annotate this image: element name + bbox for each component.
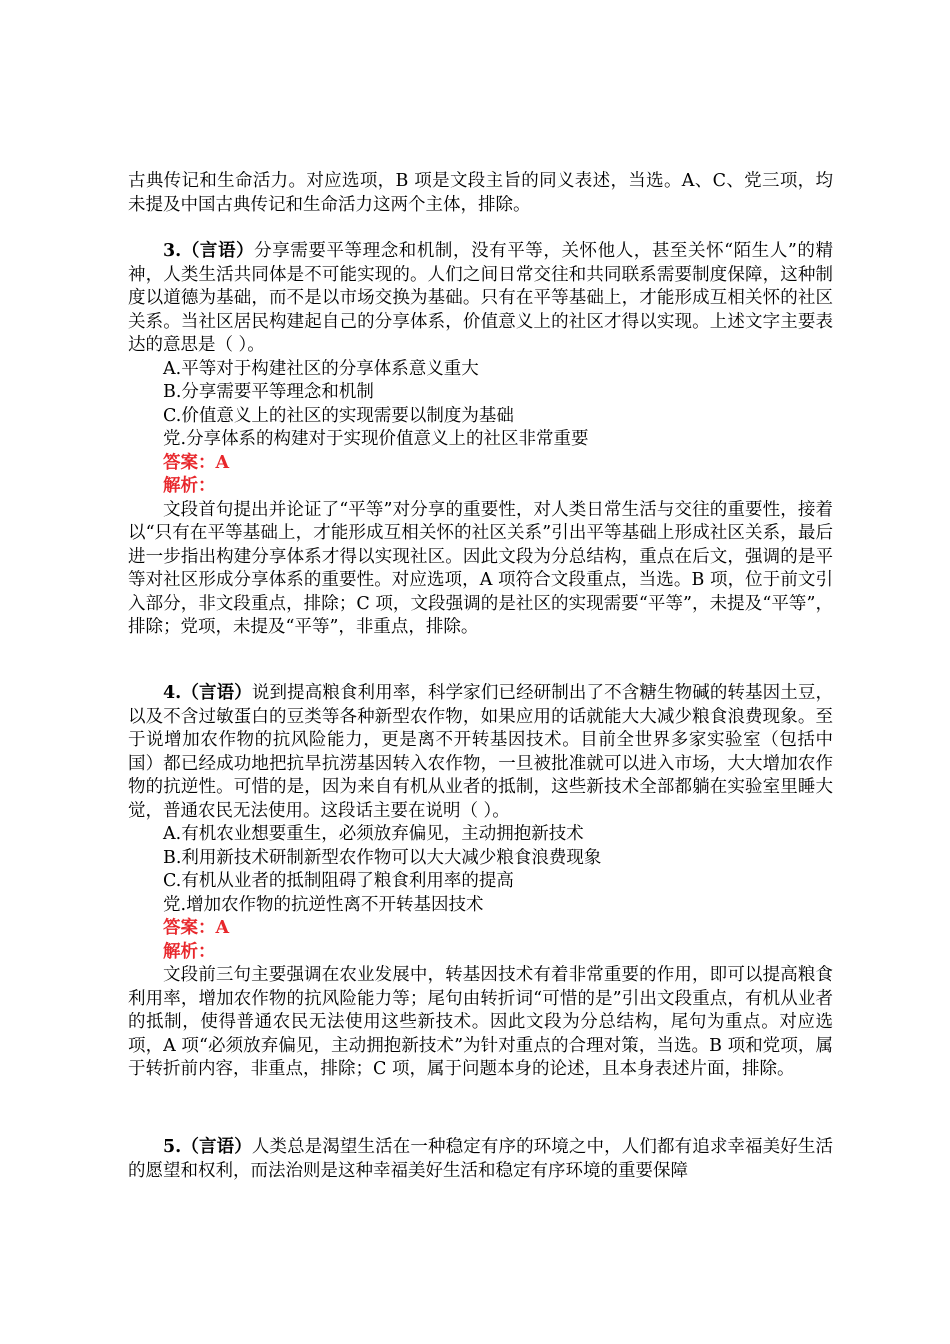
question-3 bbox=[128, 240, 833, 640]
question-tag: （言语） bbox=[181, 683, 252, 703]
question-stem bbox=[128, 1136, 833, 1183]
question-text: 人类总是渴望生活在一种稳定有序的环境之中，人们都有追求幸福美好生活的愿望和权利，而法治则是这种幸福美好生活和稳定有序环境的重要保障 bbox=[128, 1137, 834, 1181]
question-stem bbox=[128, 240, 833, 358]
option-a: A.平等对于构建社区的分享体系意义重大 bbox=[163, 358, 479, 379]
option-a: A.有机农业想要重生，必须放弃偏见，主动拥抱新技术 bbox=[163, 824, 584, 844]
question-text: 分享需要平等理念和机制，没有平等，关怀他人，甚至关怀“陌生人”的精神，人类生活共同体是不可能实现的。人们之间日常交往和共同联系需要制度保障，这种制度以道德为基础，而不是以市场交换为基础。只有在平等基础上，才能形成互相关怀的社区关系。当社区居民构建起自己的分享体系，价值意义上的社区才得以实现。上述文字主要表达的意思是（ ）。 bbox=[128, 241, 833, 355]
option-c: C.价值意义上的社区的实现需要以制度为基础 bbox=[163, 405, 514, 426]
question-number: 3. bbox=[163, 241, 182, 261]
analysis-text: 文段首句提出并论证了“平等”对分享的重要性，对人类日常生活与交往的重要性，接着以“只有在平等基础上，才能形成互相关怀的社区关系”引出平等基础上形成社区关系，最后进一步指出构建分享体系才得以实现社区。因此文段为分总结构，重点在后文，强调的是平等对社区形成分享体系的重要性。对应选项，A 项符合文段重点，当选。B 项，位于前文引入部分，非文段重点，排除；C 项，文段强调的是社区的实现需要“平等”，未提及“平等”，排除；党项，未提及“平等”，非重点，排除。 bbox=[128, 499, 833, 637]
question-number: 4. bbox=[163, 683, 182, 703]
question-tag: （言语） bbox=[181, 241, 255, 261]
option-b: B.分享需要平等理念和机制 bbox=[163, 382, 374, 402]
option-b: B.利用新技术研制新型农作物可以大大减少粮食浪费现象 bbox=[163, 847, 602, 868]
option-d: 党.增加农作物的抗逆性离不开转基因技术 bbox=[163, 894, 484, 915]
answer-label: 答案：A bbox=[163, 452, 230, 473]
option-c: C.有机从业者的抵制阻碍了粮食利用率的提高 bbox=[163, 871, 514, 891]
analysis-label: 解析： bbox=[163, 941, 216, 962]
question-number: 5. bbox=[163, 1137, 182, 1157]
option-d: 党.分享体系的构建对于实现价值意义上的社区非常重要 bbox=[163, 429, 589, 449]
previous-analysis-tail bbox=[128, 170, 833, 217]
question-stem bbox=[128, 682, 833, 823]
question-text: 说到提高粮食利用率，科学家们已经研制出了不含糖生物碱的转基因土豆，以及不含过敏蛋白的豆类等各种新型农作物，如果应用的话就能大大减少粮食浪费现象。至于说增加农作物的抗风险能力，更是离不开转基因技术。目前全世界多家实验室（包括中国）都已经成功地把抗旱抗涝基因转入农作物，一旦被批准就可以进入市场，大大增加农作物的抗逆性。可惜的是，因为来自有机从业者的抵制，这些新技术全部都躺在实验室里睡大觉，普通农民无法使用。这段话主要在说明（ ）。 bbox=[128, 683, 834, 821]
question-tag: （言语） bbox=[181, 1137, 252, 1157]
analysis-label: 解析： bbox=[163, 476, 216, 496]
question-5 bbox=[128, 1136, 833, 1183]
question-4 bbox=[128, 682, 833, 1082]
analysis-text: 文段前三句主要强调在农业发展中，转基因技术有着非常重要的作用，即可以提高粮食利用率，增加农作物的抗风险能力等；尾句由转折词“可惜的是”引出文段重点，有机从业者的抵制，使得普通农民无法使用这些新技术。因此文段为分总结构，尾句为重点。对应选项，A 项“必须放弃偏见，主动拥抱新技术”为针对重点的合理对策，当选。B 项和党项，属于转折前内容，非重点，排除；C 项，属于问题本身的论述，且本身表述片面，排除。 bbox=[128, 965, 833, 1079]
analysis-text: 古典传记和生命活力。对应选项，B 项是文段主旨的同义表述，当选。A、C、党三项，均未提及中国古典传记和生命活力这两个主体，排除。 bbox=[128, 171, 833, 215]
answer-label: 答案：A bbox=[163, 918, 230, 938]
